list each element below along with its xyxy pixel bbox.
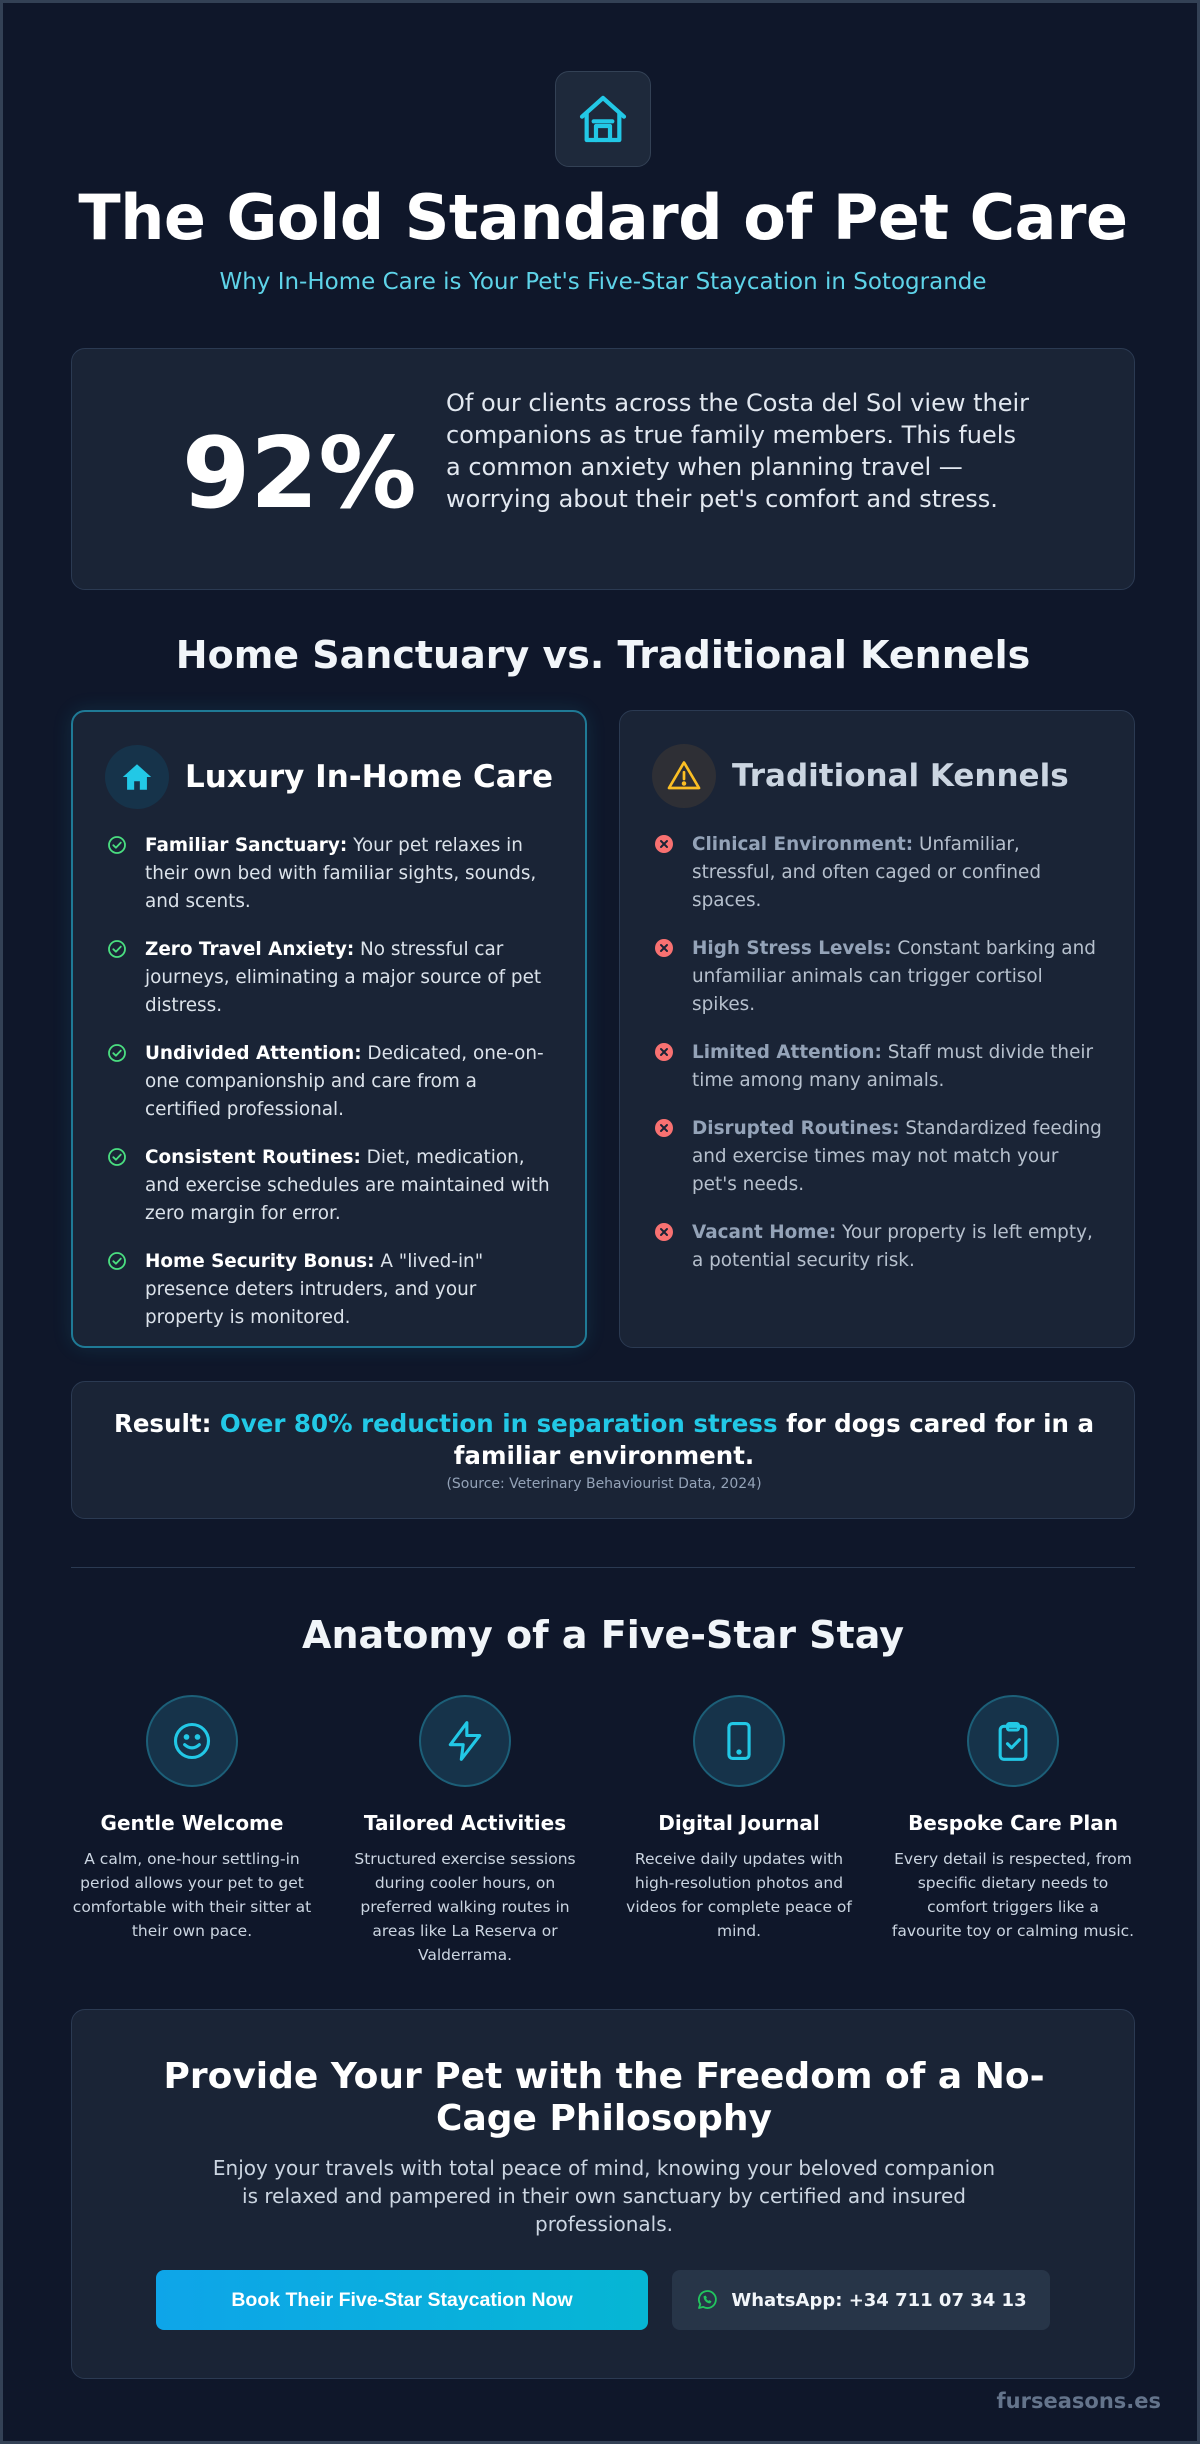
feature-icon-badge bbox=[419, 1695, 511, 1787]
feature-bespoke-care-plan bbox=[891, 1695, 1135, 1943]
stat-card bbox=[71, 348, 1135, 590]
feature-digital-journal bbox=[617, 1695, 861, 1943]
kennel-card bbox=[619, 710, 1135, 1348]
list-item bbox=[654, 935, 1104, 1019]
check-circle-icon bbox=[107, 835, 127, 855]
comparison-title: Home Sanctuary vs. Traditional Kennels bbox=[175, 633, 1031, 677]
feature-icon-badge bbox=[693, 1695, 785, 1787]
item-text: A "lived-in" presence deters intruders, and your property is monitored. bbox=[145, 1251, 484, 1328]
item-label: Vacant Home: bbox=[692, 1222, 837, 1243]
check-circle-icon bbox=[107, 1043, 127, 1063]
item-label: Zero Travel Anxiety: bbox=[145, 939, 355, 960]
warning-icon bbox=[666, 758, 702, 794]
x-circle-icon bbox=[654, 1222, 674, 1242]
result-source: (Source: Veterinary Behaviourist Data, 2024) bbox=[446, 1476, 762, 1492]
result-highlight: Over 80% reduction in separation stress bbox=[219, 1409, 778, 1438]
feature-title: Bespoke Care Plan bbox=[908, 1811, 1118, 1835]
x-circle-icon bbox=[654, 938, 674, 958]
check-circle-icon bbox=[107, 1251, 127, 1271]
feature-text: A calm, one-hour settling-in period allows your pet to get comfortable with their sitter at their own pace. bbox=[72, 1850, 312, 1940]
cta-text: Enjoy your travels with total peace of mind, knowing your beloved companion is relaxed and pampered in their own sanctuary by certified and insured professionals. bbox=[212, 2156, 996, 2236]
list-item bbox=[107, 1040, 557, 1124]
clipboard-check-icon bbox=[991, 1719, 1035, 1763]
list-item bbox=[107, 832, 557, 916]
logo-badge bbox=[555, 71, 651, 167]
feature-text: Receive daily updates with high-resolution photos and videos for complete peace of mind. bbox=[626, 1850, 852, 1940]
whatsapp-icon bbox=[695, 2288, 719, 2312]
feature-gentle-welcome bbox=[70, 1695, 314, 1943]
item-text: No stressful car journeys, eliminating a major source of pet distress. bbox=[145, 939, 542, 1016]
anatomy-title: Anatomy of a Five-Star Stay bbox=[302, 1613, 904, 1657]
x-circle-icon bbox=[654, 1042, 674, 1062]
result-prefix: Result: bbox=[113, 1409, 220, 1438]
phone-icon bbox=[717, 1719, 761, 1763]
kennel-icon-badge bbox=[652, 744, 716, 808]
item-label: Undivided Attention: bbox=[145, 1043, 362, 1064]
feature-title: Tailored Activities bbox=[363, 1811, 567, 1835]
check-circle-icon bbox=[107, 1147, 127, 1167]
home-icon bbox=[575, 91, 631, 147]
x-circle-icon bbox=[654, 834, 674, 854]
list-item bbox=[107, 936, 557, 1020]
result-card bbox=[71, 1381, 1135, 1519]
stat-value: 92% bbox=[182, 417, 417, 531]
whatsapp-button[interactable] bbox=[672, 2270, 1050, 2330]
feature-title: Gentle Welcome bbox=[100, 1811, 284, 1835]
list-item bbox=[654, 831, 1104, 915]
item-label: Disrupted Routines: bbox=[692, 1118, 900, 1139]
result-suffix: for dogs cared for in a familiar environment. bbox=[453, 1409, 1095, 1470]
book-staycation-button[interactable]: Book Their Five-Star Staycation Now bbox=[156, 2270, 648, 2330]
feature-text: Structured exercise sessions during cooler hours, on preferred walking routes in areas like La Reserva or Valderrama. bbox=[354, 1850, 576, 1964]
item-text: Constant barking and unfamiliar animals can trigger cortisol spikes. bbox=[692, 938, 1096, 1015]
list-item bbox=[654, 1115, 1104, 1199]
item-text: Unfamiliar, stressful, and often caged or confined spaces. bbox=[692, 834, 1042, 911]
feature-tailored-activities bbox=[343, 1695, 587, 1967]
kennel-card-title: Traditional Kennels bbox=[732, 758, 1069, 794]
luxury-card-header bbox=[105, 745, 553, 809]
result-statement bbox=[102, 1408, 1106, 1472]
item-label: Limited Attention: bbox=[692, 1042, 882, 1063]
whatsapp-label: WhatsApp: +34 711 07 34 13 bbox=[731, 2289, 1027, 2311]
list-item bbox=[107, 1248, 557, 1332]
luxury-icon-badge bbox=[105, 745, 169, 809]
feature-text: Every detail is respected, from specific dietary needs to comfort triggers like a favourite toy or calming music. bbox=[891, 1850, 1135, 1940]
lightning-icon bbox=[443, 1719, 487, 1763]
item-text: Standardized feeding and exercise times may not match your pet's needs. bbox=[692, 1118, 1102, 1195]
item-text: Diet, medication, and exercise schedules are maintained with zero margin for error. bbox=[145, 1147, 550, 1224]
page-subtitle: Why In-Home Care is Your Pet's Five-Star Staycation in Sotogrande bbox=[219, 269, 987, 295]
item-text: Your property is left empty, a potential security risk. bbox=[692, 1222, 1093, 1271]
home-icon bbox=[120, 760, 154, 794]
stat-text: Of our clients across the Costa del Sol view their companions as true family members. This fuels a common anxiety when planning travel — worrying about their pet's comfort and stress. bbox=[446, 389, 1030, 513]
kennel-drawback-list bbox=[654, 831, 1104, 1295]
item-text: Dedicated, one-on-one companionship and care from a certified professional. bbox=[145, 1043, 544, 1120]
section-divider bbox=[71, 1567, 1135, 1568]
item-label: Home Security Bonus: bbox=[145, 1251, 375, 1272]
list-item bbox=[107, 1144, 557, 1228]
brand-domain: furseasons.es bbox=[996, 2389, 1161, 2413]
check-circle-icon bbox=[107, 939, 127, 959]
kennel-card-header bbox=[652, 744, 1069, 808]
cta-card bbox=[71, 2009, 1135, 2379]
item-label: Consistent Routines: bbox=[145, 1147, 361, 1168]
feature-icon-badge bbox=[967, 1695, 1059, 1787]
cta-title: Provide Your Pet with the Freedom of a No-Cage Philosophy bbox=[163, 2056, 1045, 2139]
luxury-card-title: Luxury In-Home Care bbox=[185, 759, 553, 795]
item-text: Staff must divide their time among many animals. bbox=[692, 1042, 1094, 1091]
smile-icon bbox=[170, 1719, 214, 1763]
feature-title: Digital Journal bbox=[658, 1811, 820, 1835]
feature-icon-badge bbox=[146, 1695, 238, 1787]
item-label: High Stress Levels: bbox=[692, 938, 892, 959]
item-label: Clinical Environment: bbox=[692, 834, 914, 855]
luxury-care-card bbox=[71, 710, 587, 1348]
list-item bbox=[654, 1039, 1104, 1095]
page-title: The Gold Standard of Pet Care bbox=[78, 181, 1128, 254]
item-label: Familiar Sanctuary: bbox=[145, 835, 348, 856]
luxury-benefit-list bbox=[107, 832, 557, 1352]
item-text: Your pet relaxes in their own bed with familiar sights, sounds, and scents. bbox=[145, 835, 537, 912]
x-circle-icon bbox=[654, 1118, 674, 1138]
list-item bbox=[654, 1219, 1104, 1275]
